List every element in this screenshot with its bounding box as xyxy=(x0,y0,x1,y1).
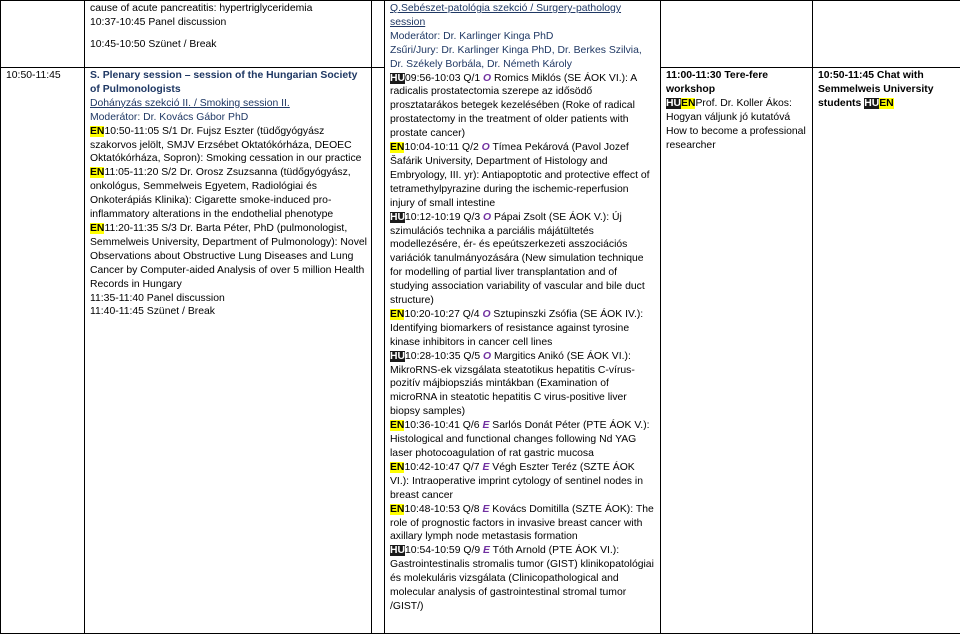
lang-badge: EN xyxy=(390,420,404,431)
time-cell xyxy=(1,68,85,634)
lang-badge: EN xyxy=(681,98,695,109)
list-item: HU09:56-10:03 Q/1 O Romics Miklós (SE ÁOK VI.): A radicalis prostatectomia szerepe az idősödő prosztatarákos betegek kezelésében (Roke of radical prostatectomy in the treatment of older patients with prostate cancer) xyxy=(390,72,656,142)
list-item: EN11:20-11:35 S/3 Dr. Barta Péter, PhD (pulmonologist, Semmelweis University, Department of Pulmonology): Novel Observations about Obstructive Lung Diseases and Lung Cancer by Computer-aided Analysis of over 5 million Health Records in Hungary xyxy=(90,222,367,292)
blank-cell xyxy=(372,68,385,634)
presentation-type: O xyxy=(483,212,491,223)
list-item: EN10:20-10:27 Q/4 O Sztupinszki Zsófia (SE ÁOK IV.): Identifying biomarkers of resistance against tyrosine kinase inhibitors in cancer cell lines xyxy=(390,308,656,350)
lang-badge: EN xyxy=(90,223,104,234)
list-item: EN11:05-11:20 S/2 Dr. Orosz Zsuzsanna (tüdőgyógyász, onkológus, Semmelweis Egyetem, Radiológiai és Onkoterápiás Klinika): Cigarette smoke-induced pro-inflammatory alterations in the endothelial phenotype xyxy=(90,166,367,222)
session-time: 10:50-11:45 xyxy=(6,70,61,81)
lang-badge: EN xyxy=(390,309,404,320)
moderator-text: Moderátor: Dr. Kovács Gábor PhD xyxy=(90,111,367,125)
presentation-type: O xyxy=(482,142,490,153)
workshop-cell xyxy=(661,68,813,634)
list-item: HU10:54-10:59 Q/9 E Tóth Arnold (PTE ÁOK VI.): Gastrointestinalis stromalis tumor (GIST) klinikopatológiai és molekuláris vizsgálata (Clinicopathological and molecular analysis of gastrointestinal stromal tumor /GIST/) xyxy=(390,544,656,614)
chat-title: 10:50-11:45 Chat with Semmelweis University students xyxy=(818,70,934,109)
workshop-description: Hogyan váljunk jó kutatóvá How to become a professional researcher xyxy=(666,111,808,153)
session-title: S. Plenary session – session of the Hungarian Society of Pulmonologists xyxy=(90,69,367,97)
list-item: EN10:42-10:47 Q/7 E Végh Eszter Teréz (SZTE ÁOK VI.): Intraoperative imprint cytology of sentinel nodes in breast cancer xyxy=(390,461,656,503)
lang-badge: EN xyxy=(879,98,893,109)
break-text: 11:40-11:45 Szünet / Break xyxy=(90,305,367,319)
session-title: Q.Sebészet-patológia szekció / Surgery-pathology session xyxy=(390,2,656,30)
lang-badge: HU xyxy=(390,212,405,223)
lang-badge: EN xyxy=(90,167,104,178)
list-item: EN10:36-10:41 Q/6 E Sarlós Donát Péter (PTE ÁOK V.): Histological and functional changes following Nd YAG laser photocoagulation of rat gastric mucosa xyxy=(390,419,656,461)
workshop-top-cell xyxy=(661,1,813,68)
presentation-type: E xyxy=(482,420,489,431)
lang-badge: HU xyxy=(666,98,681,109)
presentation-type: E xyxy=(482,462,489,473)
list-item: HU10:28-10:35 Q/5 O Margitics Anikó (SE ÁOK VI.): MikroRNS-ek vizsgálata steatotikus hepatitis C-vírus-pozitív májbiopsziás mintákban (Examination of microRNA in steatotic hepatitis C virus-positive liver biopsy samples) xyxy=(390,350,656,420)
break-text: 10:45-10:50 Szünet / Break xyxy=(90,38,367,52)
jury-text: Zsűri/Jury: Dr. Karlinger Kinga PhD, Dr. Berkes Szilvia, Dr. Székely Borbála, Dr. Németh Károly xyxy=(390,44,656,72)
panel-discussion-text: 10:37-10:45 Panel discussion xyxy=(90,16,367,30)
lang-badge: EN xyxy=(90,126,104,137)
lang-badge: HU xyxy=(390,73,405,84)
lang-badge: HU xyxy=(864,98,879,109)
blank-cell xyxy=(372,1,385,68)
talk-list xyxy=(390,72,656,614)
speaker-name: Prof. Dr. Koller Ákos: xyxy=(695,98,791,109)
lang-badge: EN xyxy=(390,462,404,473)
presentation-type: O xyxy=(482,309,490,320)
list-item: HU10:12-10:19 Q/3 O Pápai Zsolt (SE ÁOK V.): Új szimulációs technika a parciális májátültetés modellezésére, ér- és epeútszerkezeti asszociációs variációk tanulmányozására (New simulation technique for modelling of partial liver transplantation and of studying association variability of vascular and bile duct structure) xyxy=(390,211,656,308)
presentation-type: O xyxy=(483,351,491,362)
presentation-type: E xyxy=(482,504,489,515)
time-cell xyxy=(1,1,85,68)
talk-ending-text: cause of acute pancreatitis: hypertriglyceridemia xyxy=(90,2,367,16)
list-item: EN10:48-10:53 Q/8 E Kovács Domitilla (SZTE ÁOK): The role of prognostic factors in invasive breast cancer with axillary lymph node metastasis formation xyxy=(390,503,656,545)
lang-badge: EN xyxy=(390,142,404,153)
list-item: EN10:50-11:05 S/1 Dr. Fujsz Eszter (tüdőgyógyász szakorvos jelölt, SMJV Erzsébet Oktatókórháza, DEOEC Oktatókórháza, Sopron): Smoking cessation in our practice xyxy=(90,125,367,167)
workshop-title: 11:00-11:30 Tere-fere workshop xyxy=(666,69,808,97)
lang-badge: EN xyxy=(390,504,404,515)
panel-discussion-text: 11:35-11:40 Panel discussion xyxy=(90,292,367,306)
room-text: Dohányzás szekció II. / Smoking session II. xyxy=(90,97,367,111)
table-row xyxy=(1,1,960,68)
plenary-top-cell xyxy=(85,1,372,68)
list-item: EN10:04-10:11 Q/2 O Tímea Pekárová (Pavol Jozef Šafárik University, Department of Histology and Embryology, III. yr): Antiapoptotic and protective effect of tetramethylpyrazine during the ischemic-reperfusion injury of small intestine xyxy=(390,141,656,211)
chat-cell xyxy=(813,68,960,634)
chat-top-cell xyxy=(813,1,960,68)
plenary-session-cell xyxy=(85,68,372,634)
surgery-session-cell xyxy=(385,1,661,634)
presentation-type: E xyxy=(483,545,490,556)
lang-badge: HU xyxy=(390,351,405,362)
moderator-text: Moderátor: Dr. Karlinger Kinga PhD xyxy=(390,30,656,44)
presentation-type: O xyxy=(483,73,491,84)
lang-badge: HU xyxy=(390,545,405,556)
